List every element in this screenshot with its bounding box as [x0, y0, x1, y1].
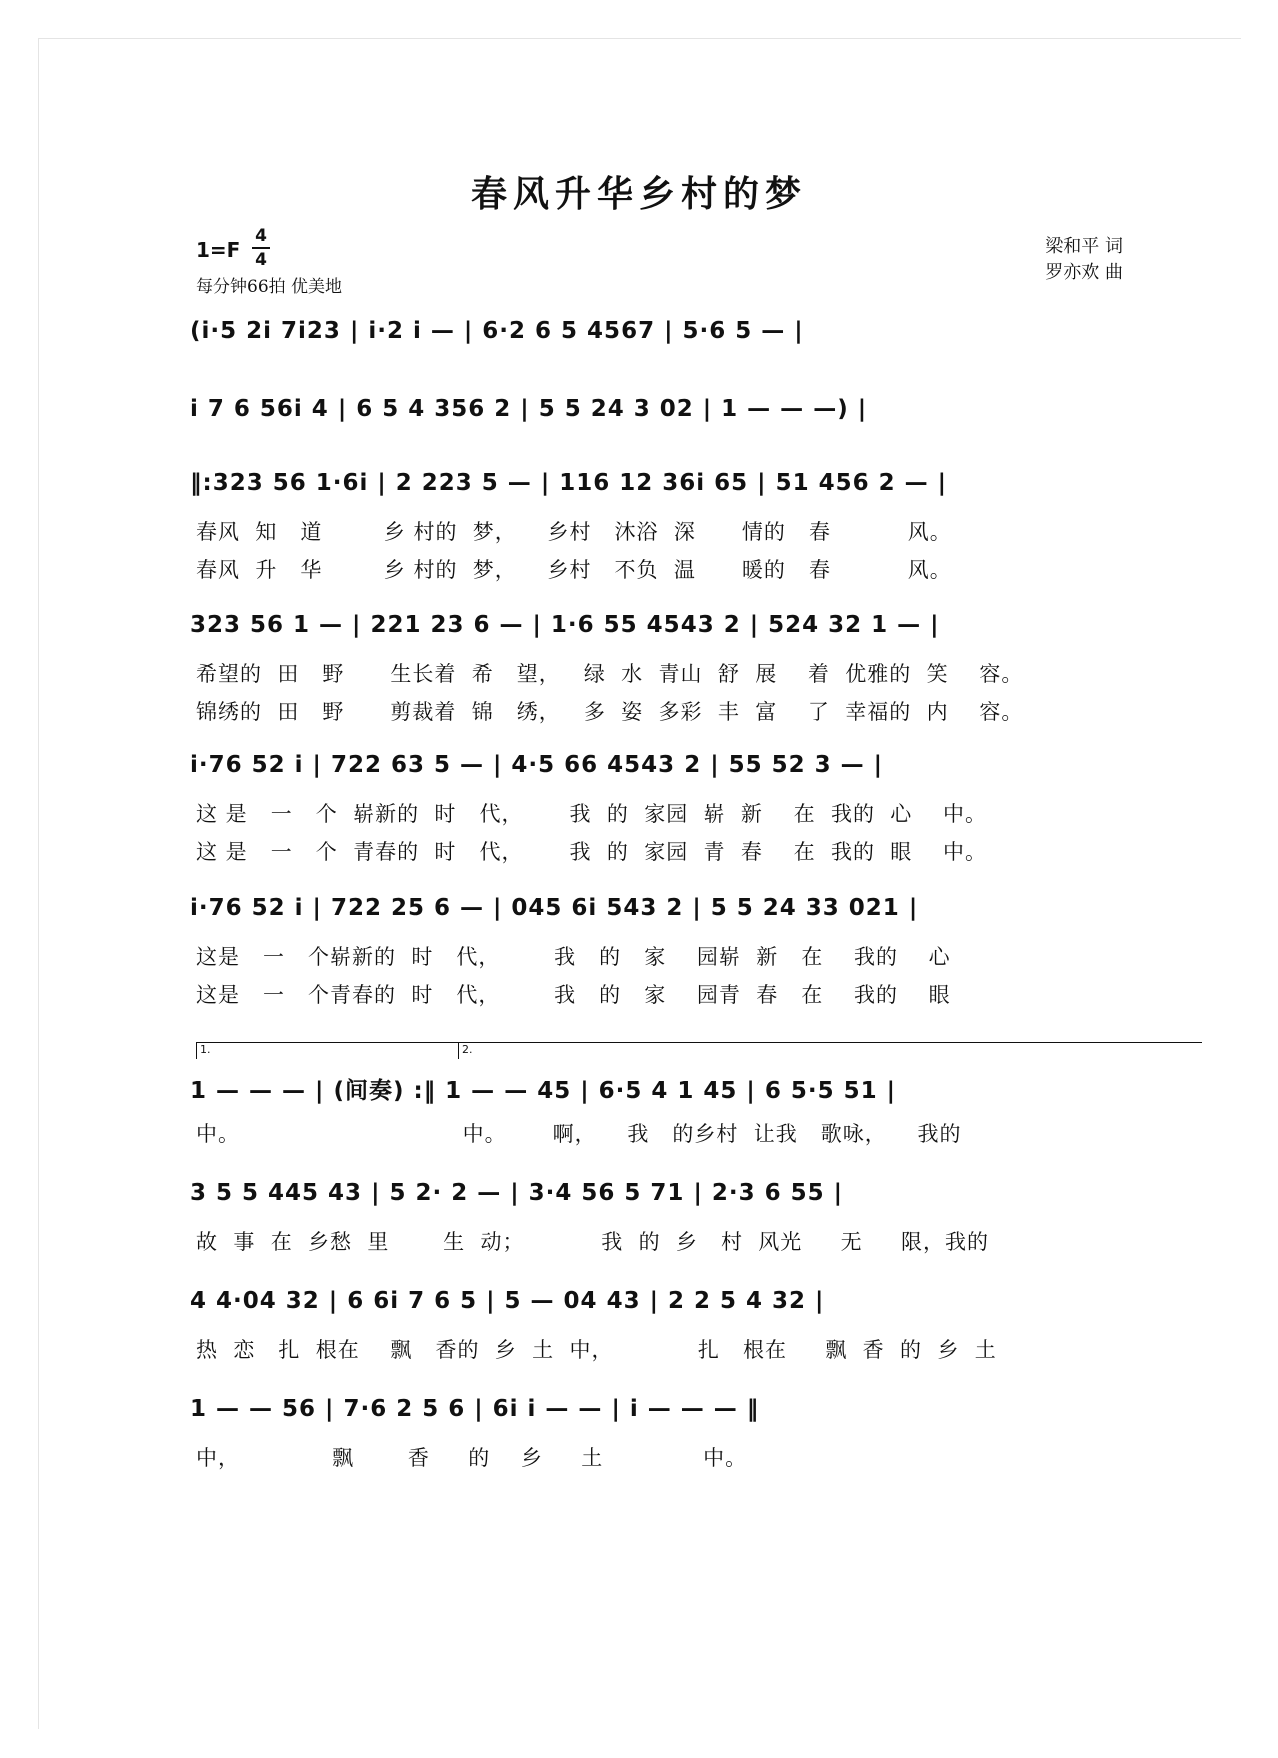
- notation-text: i 7 6 56i 4 | 6 5 4 356 2 | 5 5 24 3 02 | 1 — — —) |: [190, 396, 868, 422]
- lyric-text: 锦绣的 田 野 剪裁着 锦 绣， 多 姿 多彩 丰 富 了 幸福的 内 容。: [196, 700, 1024, 724]
- volta-ending: 2.: [458, 1042, 1202, 1059]
- lyric-text: 故 事 在 乡愁 里 生 动； 我 的 乡 村 风光 无 限，我的: [196, 1230, 990, 1254]
- lyric-text: 这是 一 个青春的 时 代， 我 的 家 园青 春 在 我的 眼: [196, 983, 951, 1007]
- time-signature-divider: [252, 247, 270, 249]
- notation-line: [190, 752, 1125, 798]
- notation-line: [190, 1072, 1125, 1118]
- lyric-text: 春风 升 华 乡 村的 梦， 乡村 不负 温 暖的 春 风。: [196, 558, 952, 582]
- notation-line: [190, 1288, 1125, 1334]
- lyric-line: [190, 1334, 1125, 1372]
- lyric-line: [190, 1226, 1125, 1264]
- notation-line: [190, 1396, 1125, 1442]
- notation-line: [190, 1180, 1125, 1226]
- lyric-line: [190, 979, 1125, 1017]
- lyricist-credit: 梁和平 词: [1045, 236, 1123, 257]
- score-row: [190, 470, 1125, 592]
- notation-text: i·76 52 i | 722 25 6 — | 045 6i 543 2 | 5 5 24 33 021 |: [190, 895, 919, 921]
- score-row: [190, 1288, 1125, 1372]
- score-row: [190, 1396, 1125, 1480]
- song-title: 春风升华乡村的梦: [470, 173, 807, 215]
- lyric-line: [190, 1442, 1125, 1480]
- notation-text: ‖:323 56 1·6i | 2 223 5 — | 116 12 36i 65 | 51 456 2 — |: [190, 470, 948, 496]
- lyric-text: 这 是 一 个 青春的 时 代， 我 的 家园 青 春 在 我的 眼 中。: [196, 840, 988, 864]
- lyric-line: [190, 696, 1125, 734]
- lyric-text: 这 是 一 个 崭新的 时 代， 我 的 家园 崭 新 在 我的 心 中。: [196, 802, 988, 826]
- score-row: [190, 396, 1125, 442]
- notation-text: (i·5 2i 7i23 | i·2 i — | 6·2 6 5 4567 | 5·6 5 — |: [190, 318, 804, 344]
- notation-line: [190, 318, 1125, 364]
- lyric-line: [190, 658, 1125, 696]
- score-row: [190, 612, 1125, 734]
- score-row: [190, 752, 1125, 874]
- time-signature: [252, 226, 270, 270]
- lyric-text: 春风 知 道 乡 村的 梦， 乡村 沐浴 深 情的 春 风。: [196, 520, 952, 544]
- notation-text: 3 5 5 445 43 | 5 2· 2 — | 3·4 56 5 71 | 2·3 6 55 |: [190, 1180, 844, 1206]
- lyric-text: 希望的 田 野 生长着 希 望， 绿 水 青山 舒 展 着 优雅的 笑 容。: [196, 662, 1024, 686]
- notation-text: 323 56 1 — | 221 23 6 — | 1·6 55 4543 2 | 524 32 1 — |: [190, 612, 940, 638]
- score-row: [190, 895, 1125, 1017]
- notation-line: [190, 612, 1125, 658]
- notation-text: i·76 52 i | 722 63 5 — | 4·5 66 4543 2 | 55 52 3 — |: [190, 752, 884, 778]
- lyric-line: [190, 1118, 1125, 1156]
- lyric-text: 中。 中。 啊， 我 的乡村 让我 歌咏， 我的: [196, 1122, 962, 1146]
- notation-text: 1 — — 56 | 7·6 2 5 6 | 6i i — — | i — — — ‖: [190, 1396, 760, 1422]
- lyric-line: [190, 554, 1125, 592]
- time-signature-bottom: 4: [255, 250, 267, 270]
- lyric-text: 中， 飘 香 的 乡 土 中。: [196, 1446, 748, 1470]
- notation-text: 4 4·04 32 | 6 6i 7 6 5 | 5 — 04 43 | 2 2 5 4 32 |: [190, 1288, 825, 1314]
- lyric-line: [190, 516, 1125, 554]
- lyric-line: [190, 941, 1125, 979]
- lyric-text: 这是 一 个崭新的 时 代， 我 的 家 园崭 新 在 我的 心: [196, 945, 951, 969]
- notation-line: [190, 396, 1125, 442]
- tempo-marking: 每分钟66拍 优美地: [196, 277, 343, 297]
- time-signature-top: 4: [255, 226, 267, 246]
- lyric-line: [190, 798, 1125, 836]
- notation-line: [190, 895, 1125, 941]
- key-signature: 1=F: [196, 238, 241, 262]
- volta-ending: 1.: [196, 1042, 462, 1059]
- lyric-line: [190, 836, 1125, 874]
- score-row: [190, 318, 1125, 364]
- notation-text: 1 — — — | (间奏) :‖ 1 — — 45 | 6·5 4 1 45 | 6 5·5 51 |: [190, 1078, 896, 1104]
- composer-credit: 罗亦欢 曲: [1045, 262, 1123, 283]
- score-row: [190, 1072, 1125, 1156]
- notation-line: [190, 470, 1125, 516]
- score-row: [190, 1180, 1125, 1264]
- lyric-text: 热 恋 扎 根在 飘 香的 乡 土 中， 扎 根在 飘 香 的 乡 土: [196, 1338, 997, 1362]
